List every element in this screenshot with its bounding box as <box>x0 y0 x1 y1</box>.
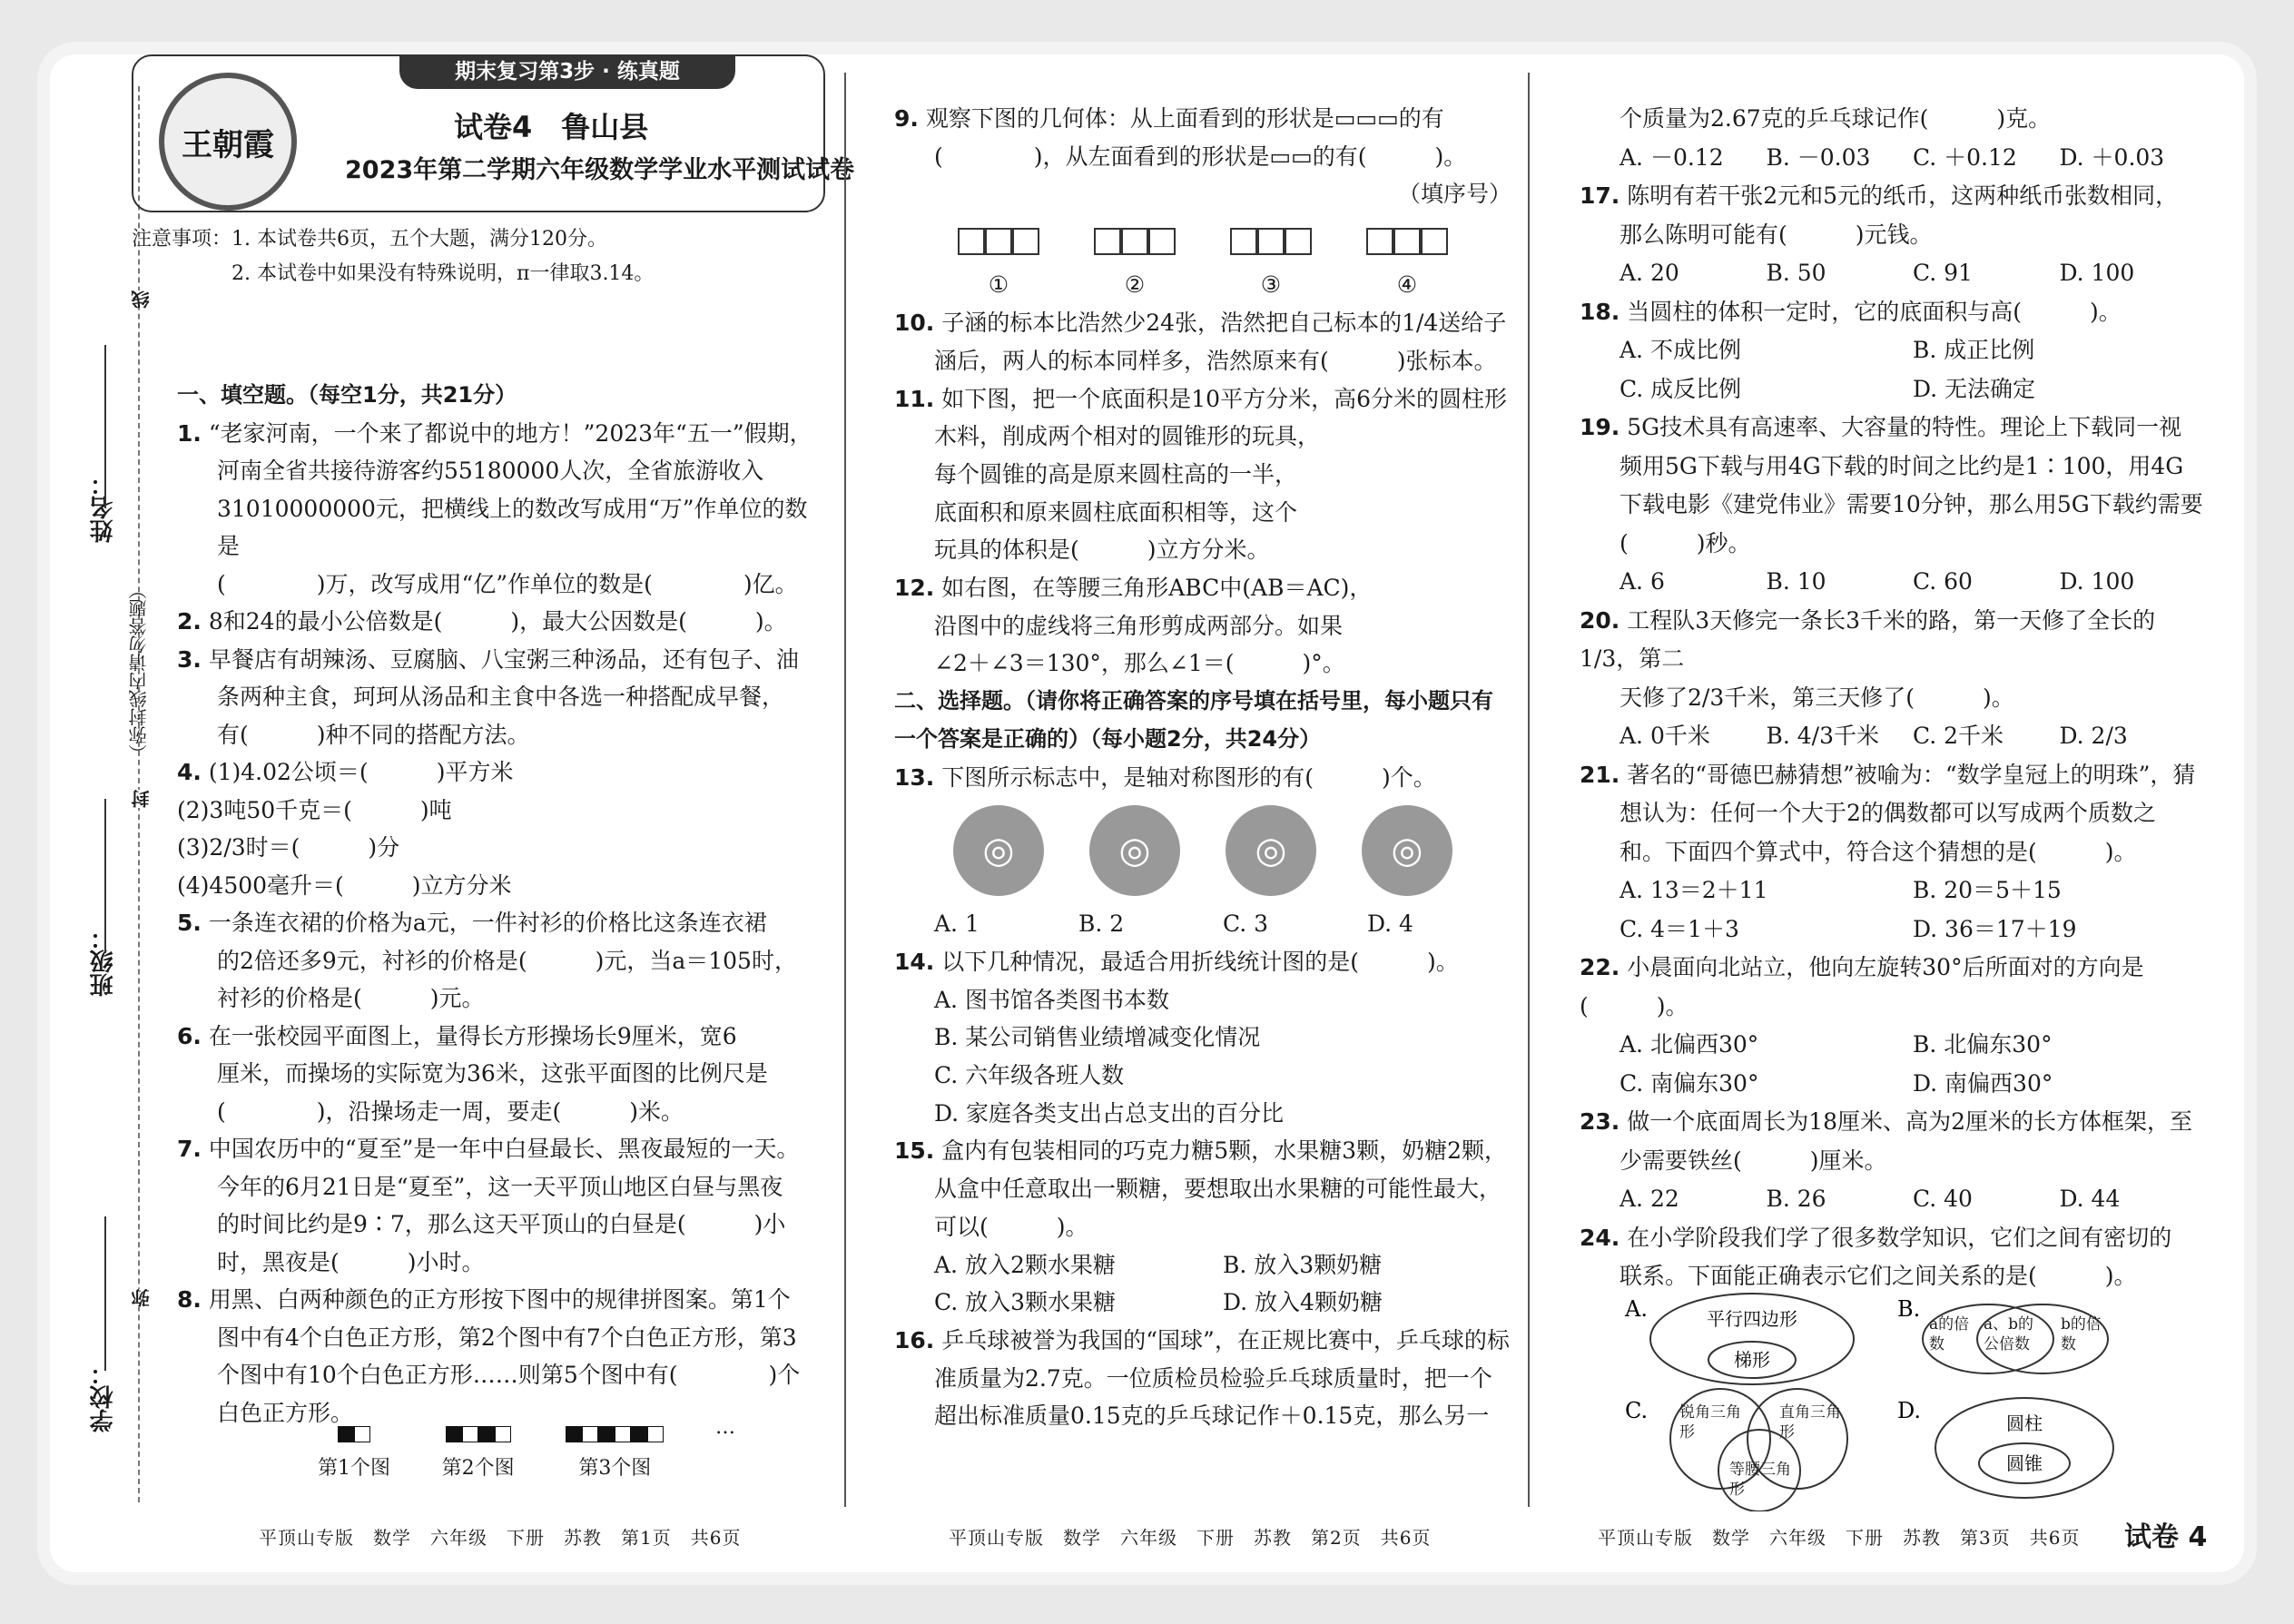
text-line: D. 家庭各类支出占总支出的百分比 <box>934 1099 1285 1127</box>
question-line <box>1580 949 2206 1026</box>
answer-option: D. 100 <box>2059 260 2135 286</box>
question-number: 20. <box>1580 606 1620 634</box>
column-divider-1 <box>844 73 846 1507</box>
seal-notice: （弥封线内请勿答题） <box>128 581 150 763</box>
figure-caption: 第2个图 <box>441 1457 515 1480</box>
text-line: ( )，从左面看到的形状是▭▭的有( )。 <box>934 143 1467 170</box>
solid-figures <box>894 213 1511 304</box>
question-number: 6. <box>177 1022 202 1049</box>
answer-option: D. 100 <box>2059 568 2135 595</box>
answer-option: C. 60 <box>1913 568 1973 595</box>
school-label: 学校： <box>90 1362 117 1432</box>
solid-figure <box>958 228 1039 304</box>
text-line: 下载电影《建党伟业》需要10分钟，那么用5G下载约需要 <box>1620 491 2203 517</box>
notes-line-1: 注意事项：1. 本试卷共6页，五个大题，满分120分。 <box>132 228 607 251</box>
answer-option: A. 1 <box>934 910 980 938</box>
venn-a-outer <box>1650 1294 1854 1384</box>
pattern-figure <box>442 1416 515 1481</box>
text-line: 31010000000元，把横线上的数改写成用“万”作单位的数是 <box>217 495 808 559</box>
cube-stack-icon <box>1366 228 1448 267</box>
answer-option: A. 20 <box>1620 260 1679 286</box>
question-line <box>177 1018 826 1056</box>
question-line <box>1580 177 2206 216</box>
bank-logo-icon: ◎ <box>1362 805 1452 896</box>
section-heading: 一个答案是正确的）（每小题2分，共24分） <box>894 725 1322 752</box>
text-line: ( )万，改写成用“亿”作单位的数是( )亿。 <box>217 570 798 597</box>
question-line <box>894 1132 1511 1170</box>
venn-d-label: D. <box>1897 1398 1922 1423</box>
text-line: 个质量为2.67克的乒乓球记作( )克。 <box>1620 105 2052 132</box>
text-line: 和。下面四个算式中，符合这个猜想的是( )。 <box>1620 838 2137 865</box>
venn-c <box>1625 1389 1847 1511</box>
figure-caption: … <box>714 1416 735 1439</box>
footer-page-3: 平顶山专版 数学 六年级 下册 苏教 第3页 共6页 <box>1598 1527 2081 1549</box>
venn-b-left-text: a的倍数 <box>1929 1315 1970 1353</box>
venn-c-2-text: 直角三角形 <box>1779 1403 1841 1442</box>
question-number: 15. <box>894 1137 935 1165</box>
brand-logo: 王朝霞 <box>159 73 297 211</box>
venn-a-label: A. <box>1625 1296 1648 1322</box>
answer-option: D. 36＝17＋19 <box>1913 915 2077 942</box>
square-pattern-icon <box>566 1416 664 1452</box>
question-text: “老家河南，一个来了都说中的地方！”2023年“五一”假期， <box>208 419 812 447</box>
question-line <box>894 1322 1511 1360</box>
question-text: 如下图，把一个底面积是10平方分米，高6分米的圆柱形 <box>941 385 1507 412</box>
answer-option: C. 91 <box>1913 260 1973 286</box>
answer-options <box>1580 1026 2206 1103</box>
text-line: 玩具的体积是( )立方分米。 <box>934 536 1270 564</box>
question-number: 12. <box>894 575 935 602</box>
answer-option: B. 10 <box>1766 568 1826 595</box>
question-number: 8. <box>177 1286 202 1313</box>
column-1 <box>177 377 826 1432</box>
text-line: 白色正方形。 <box>217 1399 354 1426</box>
question-number: 19. <box>1580 414 1620 440</box>
text-line: 衬衫的价格是( )元。 <box>217 985 485 1011</box>
text-line: 超出标准质量0.15克的乒乓球记作＋0.15克，那么另一 <box>934 1403 1490 1430</box>
question-number: 1. <box>177 419 202 447</box>
question-number: 2. <box>177 608 202 635</box>
notes-line-2: 2. 本试卷中如果没有特殊说明，π一律取3.14。 <box>231 262 655 285</box>
class-underline <box>104 799 106 953</box>
question-text: 陈明有若干张2元和5元的纸币，这两种纸币张数相同， <box>1627 182 2179 209</box>
question-number: 5. <box>177 910 202 936</box>
question-number: 7. <box>177 1136 202 1162</box>
figure-number: ④ <box>1396 271 1418 299</box>
question-line <box>1580 293 2206 332</box>
question-number: 22. <box>1580 954 1620 980</box>
bank-logos <box>894 796 1511 905</box>
venn-d-inner-text: 圆锥 <box>2006 1452 2043 1474</box>
question-number: 10. <box>894 310 935 337</box>
venn-d-outer-text: 圆柱 <box>2006 1412 2043 1434</box>
question-number: 16. <box>894 1326 935 1353</box>
text-line: B. 某公司销售业绩增减变化情况 <box>934 1024 1261 1051</box>
question-line <box>177 1281 826 1319</box>
venn-a-inner-text: 梯形 <box>1734 1349 1770 1371</box>
question-text: 一条连衣裙的价格为a元，一件衬衫的价格比这条连衣裙 <box>208 910 767 936</box>
bank-logo-icon: ◎ <box>1089 805 1180 896</box>
square-pattern-icon <box>442 1416 515 1452</box>
answer-options <box>1580 331 2206 408</box>
answer-option: D. 2/3 <box>2059 723 2128 749</box>
question-number: 13. <box>894 763 935 791</box>
question-number: 9. <box>894 105 919 132</box>
solid-figure <box>1094 228 1176 304</box>
question-text: 做一个底面周长为18厘米、高为2厘米的长方体框架，至 <box>1627 1108 2192 1135</box>
question-text: 盒内有包装相同的巧克力糖5颗，水果糖3颗，奶糖2颗， <box>941 1137 1507 1165</box>
question-number: 14. <box>894 948 935 975</box>
text-line: 频用5G下载与用4G下载的时间之比约是1∶100，用4G <box>1620 452 2184 479</box>
answer-option: C. ＋0.12 <box>1913 143 2017 171</box>
pattern-figures <box>318 1416 735 1481</box>
text-line: ( )，沿操场走一周，要走( )米。 <box>217 1097 684 1125</box>
answer-option: C. 放入3颗水果糖 <box>934 1289 1117 1316</box>
answer-option: D. 4 <box>1367 910 1413 938</box>
venn-c-1-text: 锐角三角形 <box>1679 1403 1741 1442</box>
answer-option: B. 4/3千米 <box>1766 723 1879 749</box>
question-text: 中国农历中的“夏至”是一年中白昼最长、黑夜最短的一天。 <box>208 1136 800 1162</box>
answer-options <box>1580 139 2206 178</box>
text-line: 今年的6月21日是“夏至”，这一天平顶山地区白昼与黑夜 <box>217 1173 783 1200</box>
answer-option: B. 2 <box>1078 910 1125 938</box>
answer-option: D. 放入4颗奶糖 <box>1223 1289 1383 1316</box>
question-line <box>177 753 826 792</box>
class-label: 班级： <box>90 926 117 997</box>
question-line <box>1580 756 2206 795</box>
question-number: 18. <box>1580 298 1620 325</box>
answer-options <box>1580 1180 2206 1219</box>
question-number: 4. <box>177 759 202 785</box>
question-line <box>177 641 826 679</box>
footer-page-2: 平顶山专版 数学 六年级 下册 苏教 第2页 共6页 <box>949 1527 1432 1549</box>
venn-b-right-text: b的倍数 <box>2061 1315 2102 1353</box>
answer-option: B. 放入3颗奶糖 <box>1223 1251 1383 1278</box>
text-line: A. 图书馆各类图书本数 <box>934 986 1169 1013</box>
answer-option: C. 2千米 <box>1913 723 2004 749</box>
question-number: 21. <box>1580 761 1620 788</box>
question-line <box>1580 1103 2206 1142</box>
answer-option: B. －0.03 <box>1766 143 1871 171</box>
answer-options <box>1580 254 2206 293</box>
question-line <box>177 415 826 453</box>
answer-option: B. 26 <box>1766 1186 1826 1212</box>
question-text: 下图所示标志中，是轴对称图形的有( )个。 <box>941 763 1436 791</box>
question-text: 小晨面向北站立，他向左旋转30°后所面对的方向是( )。 <box>1580 954 2144 1019</box>
section-heading: 一、填空题。（每空1分，共21分） <box>177 382 517 408</box>
text-line: 从盒中任意取出一颗糖，要想取出水果糖的可能性最大， <box>934 1176 1502 1203</box>
text-line: C. 六年级各班人数 <box>934 1062 1125 1089</box>
question-text: 工程队3天修完一条长3千米的路，第一天修了全长的1/3，第二 <box>1580 606 2156 672</box>
question-text: 用黑、白两种颜色的正方形按下图中的规律拼图案。第1个 <box>208 1286 791 1313</box>
question-text: 8和24的最小公倍数是( )，最大公因数是( )。 <box>208 608 787 635</box>
venn-diagrams <box>1616 1289 2124 1511</box>
question-line <box>177 603 826 641</box>
question-text: 当圆柱的体积一定时，它的底面积与高( )。 <box>1627 298 2122 325</box>
answer-options <box>1580 563 2206 602</box>
text-line: 的2倍还多9元，衬衫的价格是( )元，当a＝105时， <box>217 947 797 974</box>
text-line: 涵后，两人的标本同样多，浩然原来有( )张标本。 <box>934 347 1497 374</box>
answer-option: D. 无法确定 <box>1913 375 2036 402</box>
answer-option: A. 放入2颗水果糖 <box>934 1251 1116 1278</box>
venn-c-label: C. <box>1625 1398 1649 1423</box>
answer-option: A. 不成比例 <box>1620 337 1741 363</box>
text-line: 可以( )。 <box>934 1213 1088 1240</box>
answer-option: B. 50 <box>1766 260 1826 286</box>
venn-b-label: B. <box>1897 1296 1921 1322</box>
text-line: （填序号） <box>1397 181 1511 208</box>
question-text: 著名的“哥德巴赫猜想”被喻为：“数学皇冠上的明珠”，猜 <box>1627 761 2196 788</box>
question-number: 3. <box>177 645 202 673</box>
text-line: 底面积和原来圆柱底面积相等，这个 <box>934 498 1298 526</box>
text-line: (3)2/3时＝( )分 <box>177 834 400 861</box>
question-number: 11. <box>894 385 935 412</box>
answer-option: B. 北偏东30° <box>1913 1031 2053 1058</box>
figure-caption: 第3个图 <box>578 1457 652 1480</box>
text-line: 每个圆锥的高是原来圆柱高的一半， <box>934 460 1298 487</box>
answer-option: D. 南偏西30° <box>1913 1069 2053 1097</box>
question-line <box>177 1130 826 1168</box>
notes <box>132 222 654 291</box>
pattern-figure <box>715 1416 735 1481</box>
question-line <box>894 569 1511 607</box>
answer-option: C. 4＝1＋3 <box>1620 915 1739 942</box>
answer-option: C. 40 <box>1913 1186 1973 1212</box>
text-line: 时，黑夜是( )小时。 <box>217 1248 485 1275</box>
text-line: 河南全省共接待游客约55180000人次，全省旅游收入 <box>217 458 764 484</box>
question-text: 子涵的标本比浩然少24张，浩然把自己标本的1/4送给子 <box>941 310 1507 337</box>
question-number: 17. <box>1580 182 1620 209</box>
text-line: 图中有4个白色正方形，第2个图中有7个白色正方形，第3 <box>217 1324 797 1351</box>
text-line: 厘米，而操场的实际宽为36米，这张平面图的比例尺是 <box>217 1060 768 1087</box>
answer-options <box>894 905 1511 943</box>
text-line: 个图中有10个白色正方形……则第5个图中有( )个 <box>217 1362 801 1388</box>
answer-option: A. 13＝2＋11 <box>1620 877 1768 903</box>
question-line <box>894 100 1511 138</box>
column-2 <box>894 100 1511 1435</box>
bank-logo-icon: ◎ <box>1226 805 1316 896</box>
answer-option: A. －0.12 <box>1620 143 1724 171</box>
venn-a-outer-text: 平行四边形 <box>1707 1308 1797 1330</box>
figure-number: ② <box>1124 271 1146 299</box>
text-line: 天修了2/3千米，第三天修了( )。 <box>1620 684 2014 711</box>
name-underline <box>104 345 106 508</box>
name-label: 姓名： <box>90 472 117 543</box>
venn-b-mid-text: a、b的公倍数 <box>1984 1315 2034 1353</box>
question-text: 乒乓球被誉为我国的“国球”，在正规比赛中，乒乓球的标 <box>941 1326 1510 1353</box>
question-number: 24. <box>1580 1224 1620 1251</box>
question-text: 以下几种情况，最适合用折线统计图的是( )。 <box>941 948 1459 975</box>
question-line <box>894 304 1511 342</box>
question-line <box>894 380 1511 418</box>
answer-option: D. 44 <box>2059 1186 2121 1212</box>
column-divider-2 <box>1528 73 1530 1507</box>
venn-d <box>1897 1398 2113 1498</box>
text-line: 木料，削成两个相对的圆锥形的玩具， <box>934 423 1321 450</box>
answer-option: C. 成反比例 <box>1620 375 1742 402</box>
question-text: (1)4.02公顷＝( )平方米 <box>208 759 514 785</box>
question-line <box>894 759 1511 797</box>
text-line: 有( )种不同的搭配方法。 <box>217 721 530 748</box>
answer-option: C. 南偏东30° <box>1620 1069 1759 1097</box>
pattern-figure <box>318 1416 390 1481</box>
question-line <box>1580 1219 2206 1258</box>
text-line: (2)3吨50千克＝( )吨 <box>177 796 452 823</box>
solid-figure <box>1230 228 1312 304</box>
answer-option: A. 22 <box>1620 1186 1679 1212</box>
cube-stack-icon <box>958 228 1039 267</box>
text-line: 沿图中的虚线将三角形剪成两部分。如果 <box>934 612 1344 639</box>
question-number: 23. <box>1580 1108 1620 1135</box>
text-line: 少需要铁丝( )厘米。 <box>1620 1147 1887 1174</box>
figure-number: ③ <box>1260 271 1282 299</box>
column-3 <box>1580 100 2206 1296</box>
paper-number-badge: 试卷 4 <box>2124 1521 2208 1553</box>
answer-option: B. 成正比例 <box>1913 337 2035 363</box>
text-line: 想认为：任何一个大于2的偶数都可以写成两个质数之 <box>1620 800 2156 826</box>
question-text: 如右图，在等腰三角形ABC中(AB＝AC)， <box>941 575 1373 602</box>
answer-options <box>1580 717 2206 756</box>
text-line: (4)4500毫升＝( )立方分米 <box>177 871 512 899</box>
answer-option: A. 6 <box>1620 568 1665 595</box>
text-line: ∠2＋∠3＝130°，那么∠1＝( )°。 <box>934 650 1345 677</box>
text-line: 条两种主食，珂珂从汤品和主食中各选一种搭配成早餐， <box>217 684 785 710</box>
question-line <box>177 904 826 942</box>
question-line <box>1580 602 2206 679</box>
venn-c-3-text: 等腰三角形 <box>1729 1461 1791 1499</box>
question-text: 早餐店有胡辣汤、豆腐脑、八宝粥三种汤品，还有包子、油 <box>208 645 799 673</box>
answer-option: B. 20＝5＋15 <box>1913 877 2062 903</box>
pattern-figure <box>566 1416 664 1481</box>
cube-stack-icon <box>1230 228 1312 267</box>
answer-options <box>894 1246 1511 1322</box>
figure-caption: 第1个图 <box>318 1457 390 1480</box>
seal-xian: 线 <box>128 290 154 309</box>
text-line: ( )秒。 <box>1620 529 1751 556</box>
question-text: 在小学阶段我们学了很多数学知识，它们之间有密切的 <box>1627 1224 2172 1251</box>
seal-feng: 封 <box>128 790 154 808</box>
text-line: 的时间比约是9∶7，那么这天平顶山的白昼是( )小 <box>217 1211 786 1237</box>
question-line <box>894 943 1511 981</box>
question-text: 5G技术具有高速率、大容量的特性。理论上下载同一视 <box>1627 414 2182 440</box>
seal-mi: 弥 <box>128 1289 154 1307</box>
school-underline <box>104 1216 106 1371</box>
paper-subtitle: 2023年第二学期六年级数学学业水平测试试卷 <box>345 156 855 184</box>
text-line: 准质量为2.7克。一位质检员检验乒乓球质量时，把一个 <box>934 1364 1492 1392</box>
answer-options <box>1580 871 2206 949</box>
paper-title: 试卷4 鲁山县 <box>454 110 649 144</box>
text-line: 那么陈明可能有( )元钱。 <box>1620 221 1933 248</box>
figure-number: ① <box>988 271 1009 299</box>
answer-option: A. 北偏西30° <box>1620 1031 1759 1058</box>
bank-logo-icon: ◎ <box>953 805 1044 896</box>
solid-figure <box>1366 228 1448 304</box>
square-pattern-icon <box>318 1416 390 1452</box>
venn-a <box>1624 1294 1854 1384</box>
venn-b <box>1897 1296 2115 1373</box>
answer-option: C. 3 <box>1223 910 1269 938</box>
question-text: 在一张校园平面图上，量得长方形操场长9厘米，宽6 <box>208 1022 737 1049</box>
question-text: 观察下图的几何体：从上面看到的形状是▭▭▭的有 <box>925 105 1444 132</box>
text-line: 联系。下面能正确表示它们之间关系的是( )。 <box>1620 1263 2137 1289</box>
section-heading: 二、选择题。（请你将正确答案的序号填在括号里，每小题只有 <box>894 688 1493 714</box>
cube-stack-icon <box>1094 228 1176 267</box>
footer-page-1: 平顶山专版 数学 六年级 下册 苏教 第1页 共6页 <box>259 1527 742 1549</box>
review-step-banner: 期末复习第3步 · 练真题 <box>399 54 735 89</box>
answer-option: A. 0千米 <box>1620 723 1710 749</box>
question-line <box>1580 408 2206 448</box>
answer-option: D. ＋0.03 <box>2059 143 2165 171</box>
